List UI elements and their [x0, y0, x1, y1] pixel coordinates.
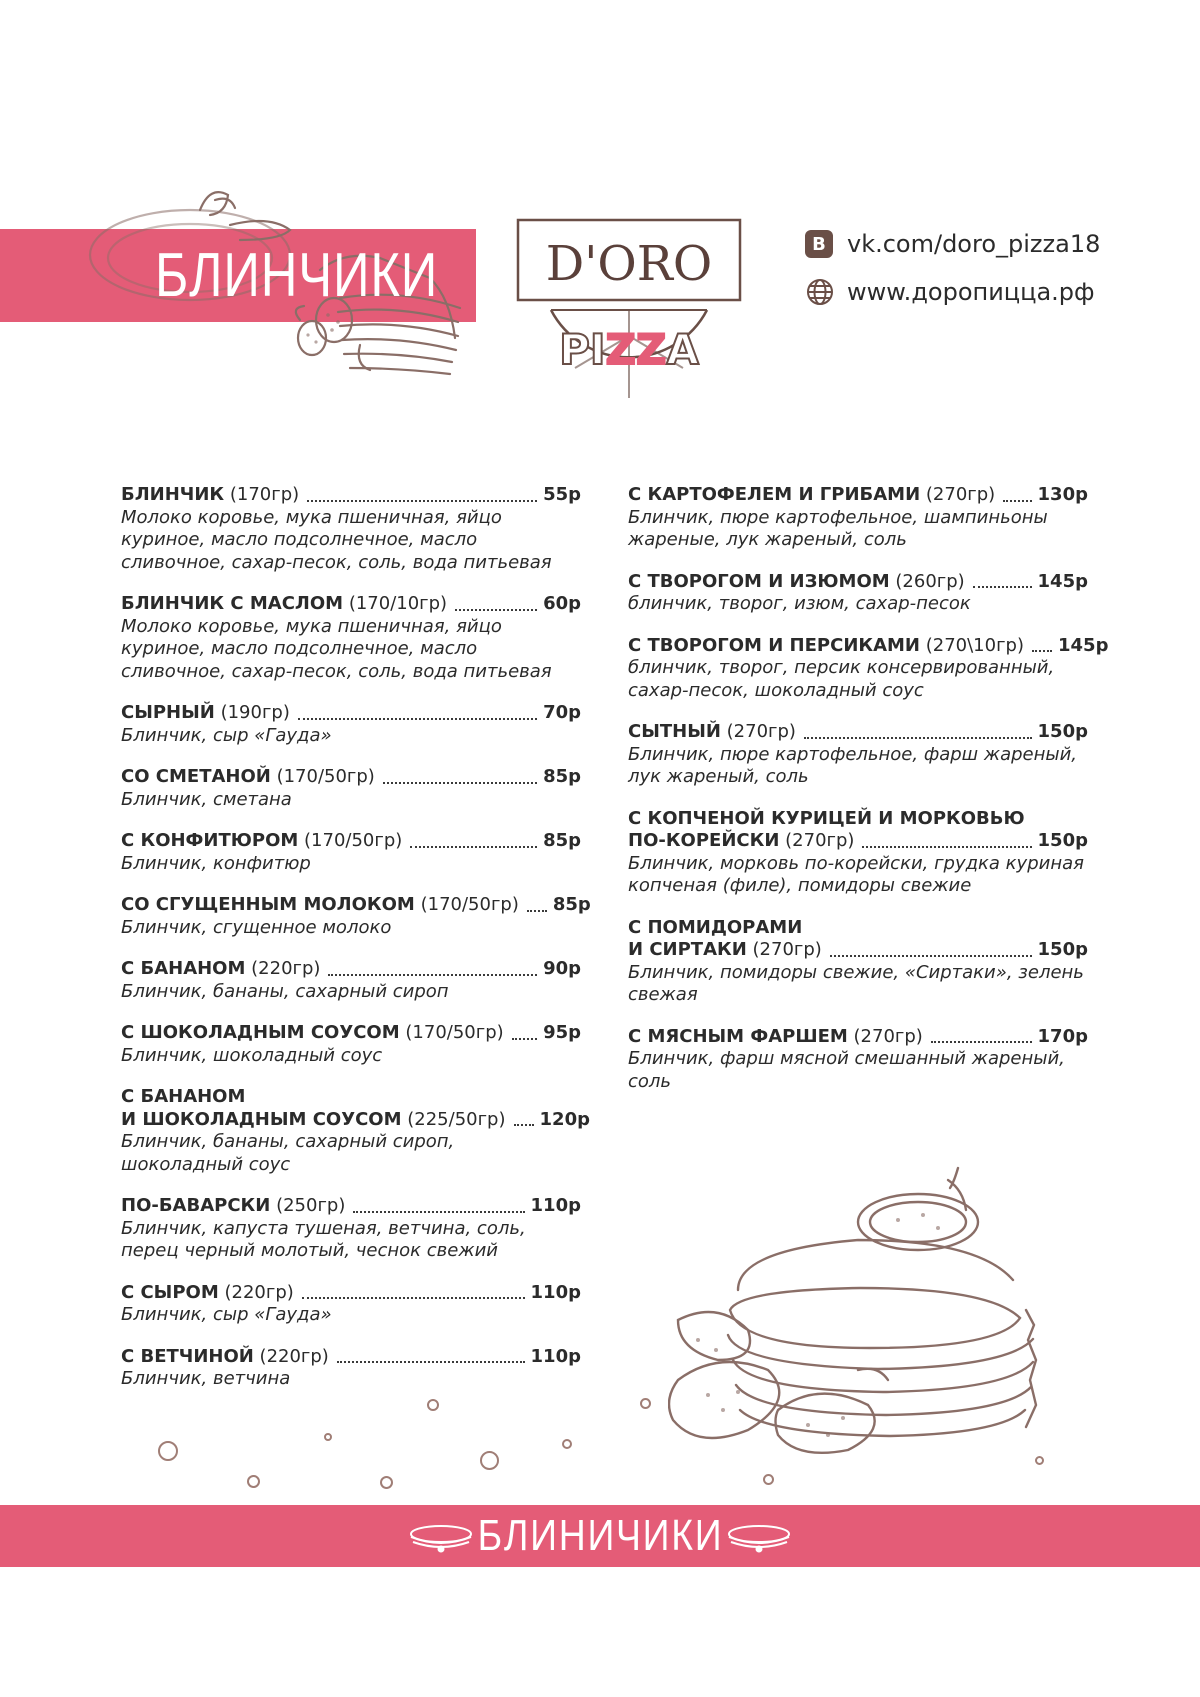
item-weight: (170/50гр)	[276, 766, 375, 787]
item-title	[121, 1282, 294, 1305]
item-title	[121, 702, 290, 725]
menu-column-left	[121, 484, 591, 1410]
item-description: Блинчик, ветчина	[121, 1368, 291, 1389]
item-name: И ШОКОЛАДНЫМ СОУСОМ	[121, 1108, 402, 1130]
item-weight: (260гр)	[895, 570, 965, 592]
dot-leader	[931, 1041, 1032, 1043]
item-description: Молоко коровье, мука пшеничная, яйцо куриное, масло подсолнечное, масло сливочное, сахар-песок, соль, вода питьевая	[121, 506, 552, 573]
menu-item	[628, 721, 1088, 789]
item-price: 110р	[530, 1195, 581, 1216]
site-link[interactable]	[805, 275, 1100, 309]
dot-leader	[527, 910, 547, 912]
item-title	[121, 1109, 506, 1132]
item-weight: (270гр)	[726, 721, 796, 742]
dot-leader	[337, 1361, 525, 1363]
item-description: Блинчик, капуста тушеная, ветчина, соль, перец черный молотый, чеснок свежий	[121, 1217, 526, 1261]
item-price: 95р	[543, 1022, 581, 1043]
item-header	[121, 1022, 581, 1045]
pancake-icon	[723, 1521, 795, 1553]
item-description: Блинчик, шоколадный соус	[121, 1044, 383, 1066]
item-name: СО СГУЩЕННЫМ МОЛОКОМ	[121, 894, 415, 915]
dot-leader	[514, 1124, 534, 1126]
decor-circle	[1035, 1456, 1044, 1465]
item-header	[628, 571, 1088, 594]
item-name: БЛИНЧИК С МАСЛОМ	[121, 593, 344, 614]
item-title	[628, 635, 1024, 658]
menu-item	[121, 702, 581, 747]
item-weight: (170/50гр)	[304, 830, 403, 851]
item-description: Блинчик, сыр «Гауда»	[121, 1304, 332, 1325]
dot-leader	[862, 846, 1031, 848]
item-price: 110р	[530, 1345, 581, 1367]
item-price: 60р	[543, 593, 581, 614]
item-title	[121, 1346, 329, 1369]
decor-circle	[427, 1399, 439, 1411]
item-header	[121, 1108, 590, 1132]
item-weight: (270гр)	[785, 830, 855, 851]
item-title	[121, 1022, 504, 1045]
item-description: Молоко коровье, мука пшеничная, яйцо куриное, масло подсолнечное, масло сливочное, сахар-песок, соль, вода питьевая	[121, 615, 552, 682]
decor-circle	[640, 1398, 651, 1409]
item-title	[628, 939, 822, 962]
item-name: С МЯСНЫМ ФАРШЕМ	[628, 1025, 848, 1047]
item-title	[628, 484, 995, 507]
item-weight: (220гр)	[224, 1281, 294, 1303]
item-title	[121, 894, 519, 917]
item-price: 85р	[543, 830, 581, 851]
item-weight: (250гр)	[276, 1195, 346, 1216]
menu-item	[121, 1346, 581, 1391]
decor-circle	[480, 1451, 499, 1470]
item-weight: (270гр)	[752, 939, 822, 960]
dot-leader	[973, 586, 1032, 588]
item-title	[628, 1026, 923, 1049]
item-header	[628, 1026, 1088, 1049]
item-title	[121, 958, 320, 981]
item-header	[121, 894, 591, 917]
item-title	[121, 593, 447, 616]
item-price: 130р	[1037, 484, 1088, 505]
item-description: Блинчик, сгущенное молоко	[121, 916, 392, 938]
contacts	[805, 227, 1100, 323]
decor-circle	[247, 1475, 260, 1488]
item-header	[628, 634, 1109, 658]
item-name-line: С КОПЧЕНОЙ КУРИЦЕЙ И МОРКОВЬЮ	[628, 807, 1025, 829]
item-title	[121, 766, 375, 789]
menu-item	[121, 1022, 581, 1067]
item-weight: (170/50гр)	[405, 1022, 504, 1043]
menu-item	[628, 917, 1088, 1007]
dot-leader	[302, 1297, 525, 1299]
item-name: СО СМЕТАНОЙ	[121, 766, 271, 787]
item-title	[121, 484, 299, 507]
item-description: Блинчик, бананы, сахарный сироп	[121, 980, 449, 1002]
dot-leader	[383, 782, 537, 784]
doro-pizza-logo	[515, 218, 745, 398]
item-name: С КОНФИТЮРОМ	[121, 830, 299, 851]
item-description: Блинчик, сыр «Гауда»	[121, 724, 332, 746]
item-description: Блинчик, конфитюр	[121, 852, 311, 874]
item-price: 120р	[539, 1108, 590, 1130]
dot-leader	[1032, 650, 1052, 652]
item-price: 145р	[1037, 570, 1088, 592]
item-weight: (220гр)	[251, 958, 321, 979]
item-name: СЫРНЫЙ	[121, 702, 215, 723]
decor-circle	[380, 1476, 393, 1489]
item-header	[121, 593, 581, 616]
item-name: С СЫРОМ	[121, 1281, 219, 1303]
dot-leader	[1003, 500, 1031, 502]
item-price: 145р	[1058, 634, 1109, 656]
menu-item	[121, 484, 581, 574]
menu-item	[121, 1086, 590, 1176]
item-header	[121, 1282, 581, 1305]
item-description: Блинчик, сметана	[121, 788, 292, 810]
item-header	[121, 766, 581, 789]
menu-column-right	[628, 484, 1109, 1112]
item-header	[121, 484, 581, 507]
item-description: Блинчик, морковь по-корейски, грудка куриная копченая (филе), помидоры свежие	[628, 852, 1084, 896]
menu-item	[628, 1026, 1088, 1094]
globe-icon	[805, 277, 835, 307]
menu-item	[628, 484, 1088, 552]
item-name-line: С ПОМИДОРАМИ	[628, 916, 803, 938]
decor-circle	[562, 1439, 572, 1449]
item-name: С БАНАНОМ	[121, 958, 246, 979]
item-weight: (270\10гр)	[925, 634, 1024, 656]
menu-item	[121, 830, 581, 875]
item-header	[121, 1346, 581, 1369]
item-title	[121, 1195, 345, 1218]
vk-link[interactable]	[805, 227, 1100, 261]
item-name: С ТВОРОГОМ И ИЗЮМОМ	[628, 570, 890, 592]
item-name: БЛИНЧИК	[121, 484, 225, 505]
dot-leader	[353, 1211, 524, 1213]
item-header	[628, 830, 1088, 853]
item-weight: (225/50гр)	[407, 1108, 506, 1130]
menu-item	[121, 958, 581, 1003]
dot-leader	[298, 718, 537, 720]
item-price: 170р	[1037, 1025, 1088, 1047]
decor-circle	[763, 1474, 774, 1485]
item-name: С ВЕТЧИНОЙ	[121, 1345, 254, 1367]
item-price: 150р	[1037, 721, 1088, 742]
item-description: Блинчик, помидоры свежие, «Сиртаки», зелень свежая	[628, 961, 1084, 1005]
vk-address: vk.com/doro_pizza18	[847, 230, 1101, 258]
dot-leader	[512, 1038, 537, 1040]
item-weight: (170гр)	[229, 484, 300, 505]
menu-item	[628, 808, 1088, 898]
item-weight: (170/10гр)	[348, 593, 448, 614]
item-description: Блинчик, фарш мясной смешанный жареный, соль	[628, 1048, 1065, 1092]
item-header	[121, 830, 581, 853]
item-header	[628, 721, 1088, 744]
item-price: 85р	[543, 766, 581, 787]
dot-leader	[307, 500, 537, 502]
pancake-stack-sketch-icon	[668, 1160, 1068, 1470]
svg-text:PIZZA: PIZZA	[559, 325, 699, 374]
item-weight: (220гр)	[259, 1345, 329, 1367]
item-title	[628, 721, 796, 744]
item-name: И СИРТАКИ	[628, 939, 747, 960]
dot-leader	[410, 846, 537, 848]
item-header	[121, 958, 581, 981]
item-description: Блинчик, пюре картофельное, шампиньоны жареные, лук жареный, соль	[628, 506, 1048, 550]
decor-circle	[324, 1433, 332, 1441]
item-weight: (170/50гр)	[420, 894, 519, 915]
item-title	[628, 830, 854, 853]
dot-leader	[804, 737, 1032, 739]
item-name: С ТВОРОГОМ И ПЕРСИКАМИ	[628, 634, 920, 656]
item-weight: (190гр)	[220, 702, 290, 723]
item-price: 85р	[552, 894, 591, 915]
item-header	[628, 939, 1088, 962]
item-weight: (270гр)	[925, 484, 996, 505]
menu-item	[121, 894, 591, 939]
item-description: блинчик, творог, изюм, сахар-песок	[628, 593, 971, 614]
menu-item	[628, 634, 1109, 703]
item-price: 70р	[543, 702, 581, 723]
menu-item	[121, 766, 581, 811]
item-name: ПО-БАВАРСКИ	[121, 1195, 271, 1216]
item-price: 110р	[530, 1281, 581, 1303]
menu-item	[121, 1282, 581, 1327]
item-header	[121, 702, 581, 725]
item-price: 90р	[543, 958, 581, 979]
svg-text:D'ORO: D'ORO	[545, 236, 713, 292]
item-header	[121, 1195, 581, 1218]
dot-leader	[455, 609, 537, 611]
item-price: 150р	[1037, 830, 1088, 851]
item-name: ПО-КОРЕЙСКИ	[628, 830, 780, 851]
item-title	[121, 830, 402, 853]
page-title: БЛИНЧИКИ	[155, 241, 439, 310]
item-description: Блинчик, бананы, сахарный сироп, шоколадный соус	[121, 1131, 455, 1175]
menu-item	[121, 593, 581, 683]
footer-title: БЛИНИЧИКИ	[477, 1511, 723, 1560]
item-description: блинчик, творог, персик консервированный, сахар-песок, шоколадный соус	[628, 657, 1055, 701]
site-address: www.доропицца.рф	[847, 278, 1095, 306]
item-name: СЫТНЫЙ	[628, 721, 721, 742]
item-header	[628, 484, 1088, 507]
menu-item	[121, 1195, 581, 1263]
item-name: С ШОКОЛАДНЫМ СОУСОМ	[121, 1022, 400, 1043]
dot-leader	[830, 955, 1032, 957]
item-price: 150р	[1037, 939, 1088, 960]
vk-icon: В	[805, 230, 833, 258]
dot-leader	[328, 974, 537, 976]
item-weight: (270гр)	[853, 1025, 923, 1047]
item-name-line: С БАНАНОМ	[121, 1086, 246, 1107]
decor-circle	[158, 1441, 178, 1461]
item-price: 55р	[543, 484, 581, 505]
item-title	[628, 571, 965, 594]
menu-item	[628, 571, 1088, 616]
item-description: Блинчик, пюре картофельное, фарш жареный, лук жареный, соль	[628, 743, 1077, 787]
item-name: С КАРТОФЕЛЕМ И ГРИБАМИ	[628, 484, 921, 505]
